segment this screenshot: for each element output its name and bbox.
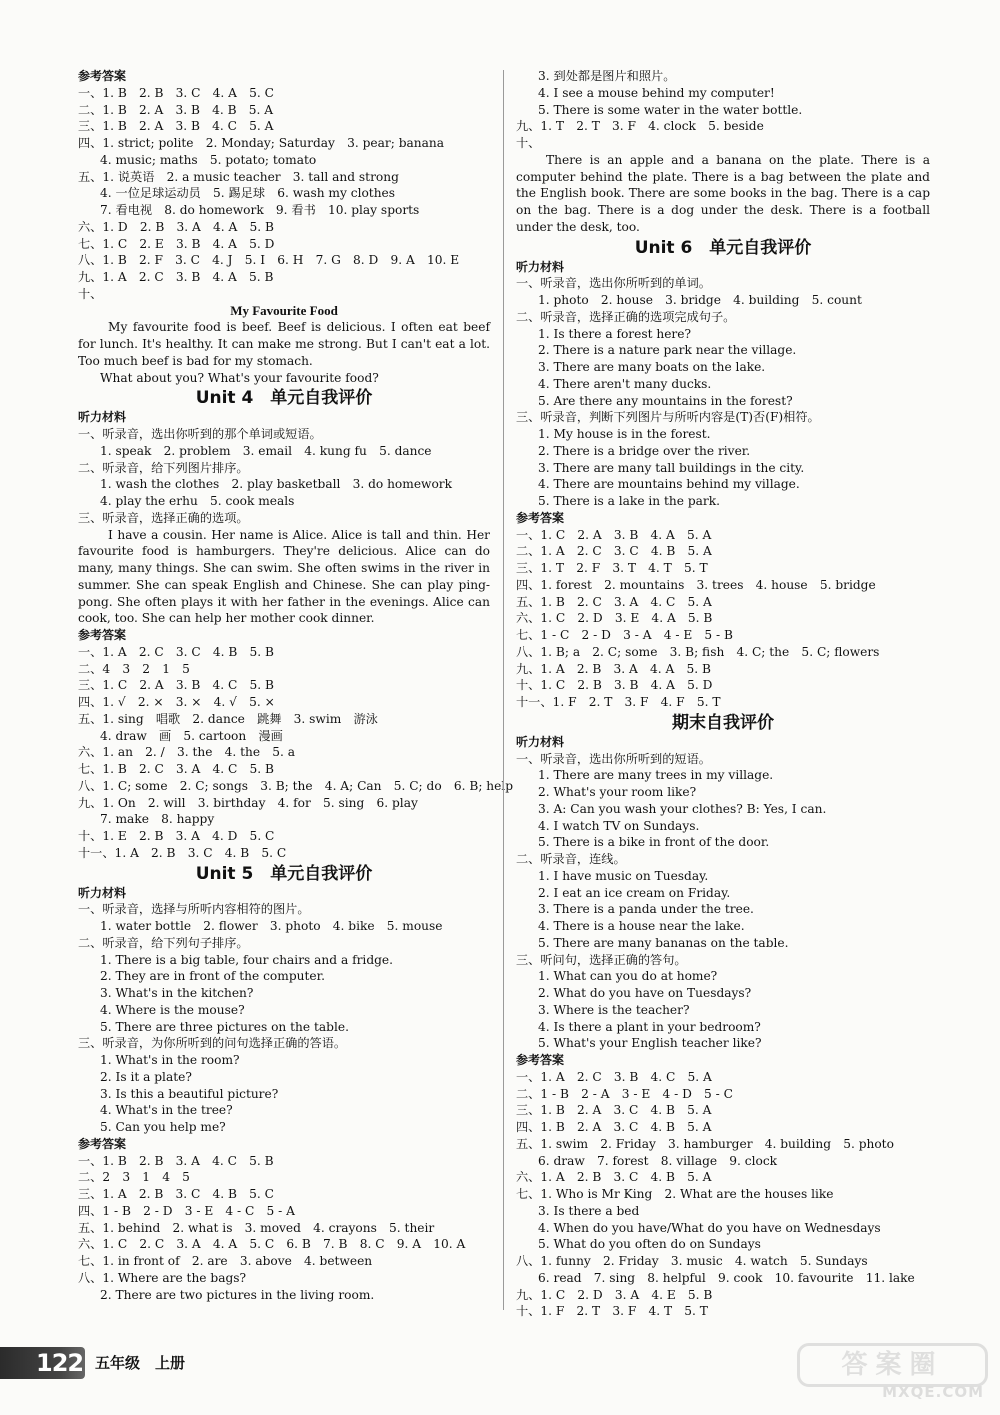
- text-line: 四、1. forest 2. mountains 3. trees 4. house 5. bridge: [516, 577, 876, 592]
- indented-line: 4. When do you have/What do you have on Wednesdays: [538, 1220, 881, 1235]
- unit-heading: 期末自我评价: [672, 712, 774, 733]
- text-line: 十、1. E 2. B 3. A 4. D 5. C: [78, 829, 275, 843]
- indented-line: 5. There is some water in the water bottle.: [538, 102, 803, 117]
- section-heading: 参考答案: [78, 628, 127, 642]
- indented-line: 3. Is this a beautiful picture?: [100, 1086, 279, 1101]
- text-line: 七、1 - C 2 - D 3 - A 4 - E 5 - B: [516, 628, 733, 642]
- text-line: 三、听录音，为你所听到的问句选择正确的答语。: [78, 1036, 347, 1051]
- text-line: 六、1. C 2. C 3. A 4. A 5. C 6. B 7. B 8. C 9. A 10. A: [78, 1237, 466, 1252]
- indented-line: 1. I have music on Tuesday.: [538, 868, 709, 883]
- indented-line: 7. 看电视 8. do homework 9. 看书 10. play sports: [100, 203, 420, 217]
- indented-line: What about you? What's your favourite food?: [100, 370, 379, 385]
- text-line: 二、1. A 2. C 3. C 4. B 5. A: [516, 544, 712, 559]
- section-heading: 参考答案: [78, 1136, 127, 1151]
- text-line: 五、1. B 2. C 3. A 4. C 5. A: [516, 594, 712, 609]
- indented-line: 4. I watch TV on Sundays.: [538, 818, 700, 833]
- indented-line: 1. wash the clothes 2. play basketball 3. do homework: [100, 477, 453, 492]
- indented-line: 5. Can you help me?: [100, 1120, 226, 1134]
- indented-line: 2. What's your room like?: [538, 785, 697, 799]
- indented-line: 5. There is a bike in front of the door.: [538, 835, 770, 850]
- section-heading: 听力材料: [78, 885, 127, 900]
- text-line: 五、1. behind 2. what is 3. moved 4. crayons 5. their: [78, 1220, 435, 1235]
- passage-paragraph: My favourite food is beef. Beef is delicious. I often eat beef for lunch. It's healthy. It can make me strong. But I can't eat a lot. Too much beef is bad for my stomach.: [78, 320, 490, 368]
- indented-line: 1. What can you do at home?: [538, 969, 718, 984]
- passage-paragraph: There is an apple and a banana on the plate. There is a computer behind the plate. There is a bag between the plate and the English book. There are some books in the bag. There is a cap on the bag. There is a dog under the desk. There is a football under the desk, too.: [516, 152, 930, 234]
- text-line: 一、听录音，选择与所听内容相符的图片。: [78, 902, 310, 917]
- section-heading: 听力材料: [516, 259, 565, 274]
- text-line: 四、1. √ 2. × 3. × 4. √ 5. ×: [78, 695, 275, 709]
- text-line: 八、1. C; some 2. C; songs 3. B; the 4. A; Can 5. C; do 6. B; help: [78, 778, 514, 793]
- indented-line: 6. draw 7. forest 8. village 9. clock: [538, 1153, 778, 1168]
- indented-line: 4. What's in the tree?: [100, 1103, 233, 1118]
- text-line: 三、听问句，选择正确的答句。: [516, 952, 687, 967]
- text-line: 三、1. A 2. B 3. C 4. B 5. C: [78, 1187, 274, 1201]
- text-line: 七、1. C 2. E 3. B 4. A 5. D: [78, 236, 275, 251]
- section-heading: 听力材料: [78, 410, 127, 425]
- indented-line: 5. What's your English teacher like?: [538, 1036, 762, 1051]
- text-line: 九、1. C 2. D 3. A 4. E 5. B: [516, 1287, 713, 1302]
- text-line: 八、1. B; a 2. C; some 3. B; fish 4. C; the 5. C; flowers: [516, 644, 880, 659]
- unit-heading: Unit 6 单元自我评价: [634, 237, 812, 258]
- indented-line: 4. Is there a plant in your bedroom?: [538, 1019, 761, 1034]
- text-line: 二、听录音，连线。: [516, 852, 626, 866]
- text-line: 三、1. C 2. A 3. B 4. C 5. B: [78, 678, 274, 693]
- text-line: 三、听录音，判断下列图片与所听内容是(T)否(F)相符。: [516, 410, 820, 425]
- indented-line: 2. I eat an ice cream on Friday.: [538, 885, 731, 900]
- text-line: 二、听录音，给下列句子排序。: [78, 935, 249, 950]
- text-line: 七、1. B 2. C 3. A 4. C 5. B: [78, 762, 274, 776]
- indented-line: 1. Is there a forest here?: [538, 326, 692, 341]
- indented-line: 2. There is a bridge over the river.: [538, 443, 751, 458]
- text-line: 二、1. B 2. A 3. B 4. B 5. A: [78, 102, 274, 117]
- text-line: 九、1. A 2. B 3. A 4. A 5. B: [516, 661, 711, 676]
- indented-line: 3. There are many boats on the lake.: [538, 360, 766, 374]
- text-line: 四、1 - B 2 - D 3 - E 4 - C 5 - A: [78, 1203, 295, 1218]
- left-column: [78, 68, 514, 1303]
- text-line: 六、1. C 2. D 3. E 4. A 5. B: [516, 611, 713, 626]
- text-line: 十、: [78, 286, 103, 301]
- section-heading: 听力材料: [516, 734, 565, 749]
- indented-line: 1. There are many trees in my village.: [538, 768, 774, 783]
- indented-line: 4. I see a mouse behind my computer!: [538, 85, 775, 100]
- indented-line: 1. speak 2. problem 3. email 4. kung fu 5. dance: [100, 443, 432, 458]
- text-line: 三、1. T 2. F 3. T 4. T 5. T: [516, 561, 708, 575]
- indented-line: 4. Where is the mouse?: [100, 1002, 245, 1017]
- text-line: 二、听录音，给下列图片排序。: [78, 460, 249, 475]
- indented-line: 2. They are in front of the computer.: [100, 969, 325, 984]
- text-line: 二、4 3 2 1 5: [78, 661, 190, 676]
- text-line: 一、听录音，选出你听到的那个单词或短语。: [78, 427, 322, 441]
- text-line: 四、1. strict; polite 2. Monday; Saturday 3. pear; banana: [78, 136, 445, 150]
- indented-line: 1. water bottle 2. flower 3. photo 4. bike 5. mouse: [100, 919, 443, 933]
- text-line: 一、1. B 2. B 3. C 4. A 5. C: [78, 85, 274, 100]
- right-column: [516, 68, 930, 1320]
- text-line: 一、1. B 2. B 3. A 4. C 5. B: [78, 1153, 274, 1168]
- indented-line: 1. There is a big table, four chairs and a fridge.: [100, 952, 394, 967]
- indented-line: 7. make 8. happy: [100, 812, 215, 827]
- passage-paragraph: I have a cousin. Her name is Alice. Alice is tall and thin. Her favourite food is hamburgers. They're delicious. Alice can do many, many things. She can swim. She often swims in the river in summer. She can speak English and Chinese. She can play ping-pong. She often plays it with her father in the evenings. Alice can cook, too. She can help her mother cook dinner.: [78, 527, 490, 626]
- text-line: 八、1. Where are the bags?: [78, 1270, 247, 1285]
- text-line: 五、1. sing 唱歌 2. dance 跳舞 3. swim 游泳: [78, 711, 378, 726]
- text-line: 十、1. F 2. T 3. F 4. T 5. T: [516, 1304, 708, 1319]
- text-line: 一、听录音，选出你所听到的单词。: [516, 276, 711, 291]
- text-line: 十、1. C 2. B 3. B 4. A 5. D: [516, 678, 713, 693]
- page-footer: [0, 1347, 300, 1383]
- indented-line: 3. 到处都是图片和照片。: [538, 69, 676, 83]
- section-heading: 参考答案: [516, 1053, 565, 1067]
- indented-line: 4. draw 画 5. cartoon 漫画: [100, 728, 283, 743]
- text-line: 七、1. in front of 2. are 3. above 4. between: [78, 1254, 373, 1268]
- indented-line: 1. What's in the room?: [100, 1053, 240, 1067]
- text-line: 五、1. swim 2. Friday 3. hamburger 4. building 5. photo: [516, 1136, 894, 1151]
- page-number: 122: [36, 1349, 84, 1377]
- indented-line: 4. play the erhu 5. cook meals: [100, 494, 295, 508]
- indented-line: 2. Is it a plate?: [100, 1069, 192, 1084]
- section-heading: 参考答案: [516, 510, 565, 525]
- indented-line: 4. There is a house near the lake.: [538, 919, 745, 933]
- indented-line: 4. 一位足球运动员 5. 踢足球 6. wash my clothes: [100, 186, 396, 201]
- text-line: 十一、1. F 2. T 3. F 4. F 5. T: [516, 695, 721, 709]
- text-line: 九、1. T 2. T 3. F 4. clock 5. beside: [516, 119, 764, 134]
- text-line: 三、1. B 2. A 3. C 4. B 5. A: [516, 1103, 712, 1118]
- text-line: 三、1. B 2. A 3. B 4. C 5. A: [78, 119, 274, 134]
- indented-line: 5. There are many bananas on the table.: [538, 935, 789, 950]
- text-line: 六、1. an 2. / 3. the 4. the 5. a: [78, 745, 296, 760]
- text-line: 八、1. B 2. F 3. C 4. J 5. I 6. H 7. G 8. D 9. A 10. E: [78, 253, 460, 268]
- unit-heading: Unit 4 单元自我评价: [195, 388, 373, 409]
- text-line: 六、1. A 2. B 3. C 4. B 5. A: [516, 1170, 712, 1185]
- text-line: 一、1. A 2. C 3. C 4. B 5. B: [78, 644, 274, 659]
- text-line: 十一、1. A 2. B 3. C 4. B 5. C: [78, 845, 287, 860]
- text-line: 七、1. Who is Mr King 2. What are the houses like: [516, 1187, 834, 1201]
- indented-line: 1. My house is in the forest.: [538, 427, 711, 441]
- text-line: 一、1. C 2. A 3. B 4. A 5. A: [516, 527, 712, 542]
- text-line: 一、1. A 2. C 3. B 4. C 5. A: [516, 1069, 712, 1084]
- text-line: 二、听录音，选择正确的选项完成句子。: [516, 309, 736, 324]
- text-line: 五、1. 说英语 2. a music teacher 3. tall and strong: [78, 169, 399, 184]
- indented-line: 4. There are mountains behind my village.: [538, 477, 800, 492]
- indented-line: 2. There are two pictures in the living room.: [100, 1287, 375, 1302]
- indented-line: 6. read 7. sing 8. helpful 9. cook 10. favourite 11. lake: [538, 1270, 915, 1285]
- indented-line: 4. music; maths 5. potato; tomato: [100, 152, 317, 167]
- text-line: 十、: [516, 136, 541, 150]
- indented-line: 5. Are there any mountains in the forest?: [538, 393, 793, 408]
- indented-line: 5. There is a lake in the park.: [538, 494, 721, 508]
- indented-line: 5. What do you often do on Sundays: [538, 1237, 761, 1252]
- indented-line: 4. There aren't many ducks.: [538, 376, 712, 391]
- indented-line: 3. There is a panda under the tree.: [538, 902, 754, 917]
- indented-line: 2. There is a nature park near the village.: [538, 343, 797, 358]
- watermark: [798, 1343, 988, 1403]
- indented-line: 2. What do you have on Tuesdays?: [538, 986, 752, 1000]
- text-line: 一、听录音，选出你所听到的短语。: [516, 751, 711, 766]
- text-line: 九、1. A 2. C 3. B 4. A 5. B: [78, 270, 274, 284]
- text-line: 三、听录音，选择正确的选项。: [78, 510, 249, 525]
- text-line: 四、1. B 2. A 3. C 4. B 5. A: [516, 1120, 712, 1134]
- section-heading: 参考答案: [78, 69, 127, 83]
- unit-heading: Unit 5 单元自我评价: [195, 863, 373, 884]
- indented-line: 3. A: Can you wash your clothes? B: Yes, I can.: [538, 801, 827, 816]
- watermark-logo: 答案圈: [797, 1343, 988, 1387]
- indented-line: 3. There are many tall buildings in the city.: [538, 460, 805, 475]
- grade-label: 五年级 上册: [95, 1354, 186, 1372]
- indented-line: 5. There are three pictures on the table.: [100, 1019, 349, 1034]
- indented-line: 3. Is there a bed: [538, 1203, 640, 1218]
- text-line: 九、1. On 2. will 3. birthday 4. for 5. sing 6. play: [78, 795, 418, 810]
- text-line: 二、2 3 1 4 5: [78, 1170, 190, 1185]
- indented-line: 1. photo 2. house 3. bridge 4. building 5. count: [538, 293, 862, 307]
- indented-line: 3. Where is the teacher?: [538, 1002, 690, 1017]
- indented-line: 3. What's in the kitchen?: [100, 986, 254, 1000]
- passage-title: My Favourite Food: [230, 302, 338, 318]
- watermark-url: MXQE.COM: [882, 1383, 984, 1401]
- text-line: 八、1. funny 2. Friday 3. music 4. watch 5. Sundays: [516, 1254, 868, 1268]
- column-divider: [503, 70, 504, 1310]
- text-line: 六、1. D 2. B 3. A 4. A 5. B: [78, 219, 274, 234]
- text-line: 二、1 - B 2 - A 3 - E 4 - D 5 - C: [516, 1086, 733, 1101]
